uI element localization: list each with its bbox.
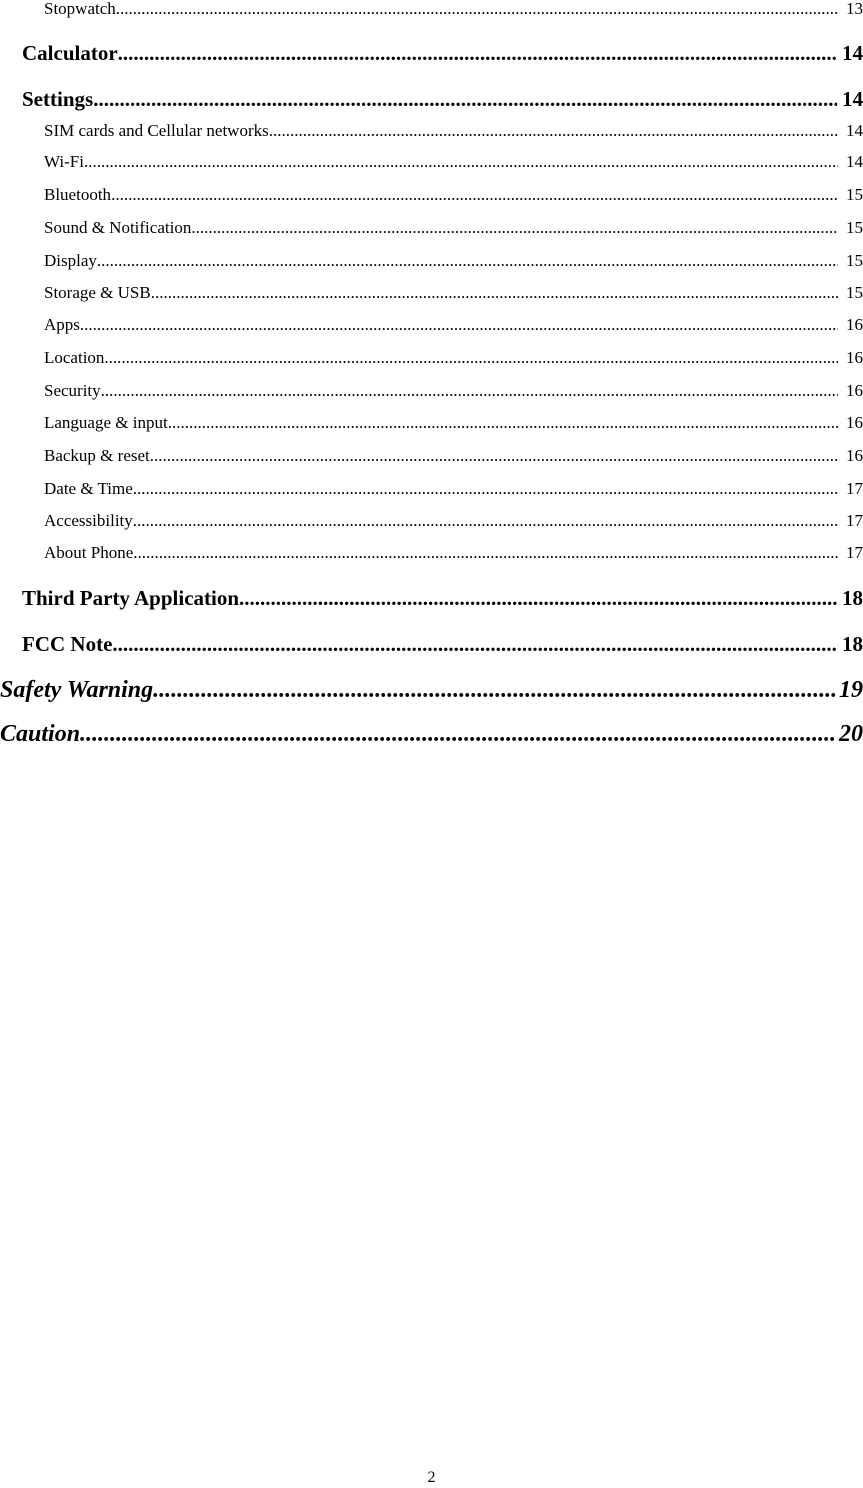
toc-entry-page: 13 <box>846 0 863 18</box>
toc-entry-storage-usb[interactable] <box>44 282 863 304</box>
toc-entry-title: Location <box>44 348 105 367</box>
toc-entry-bluetooth[interactable] <box>44 184 863 206</box>
toc-entry-title: Date & Time <box>44 479 133 498</box>
toc-entry-title: Safety Warning <box>0 677 154 703</box>
toc-entry-page: 16 <box>846 348 863 367</box>
dot-leader <box>116 0 838 20</box>
toc-entry-page: 17 <box>846 479 863 498</box>
toc-entry-title: Calculator <box>22 41 118 65</box>
dot-leader <box>153 675 836 705</box>
toc-entry-apps[interactable] <box>44 314 863 336</box>
toc-entry-page: 20 <box>839 721 863 747</box>
dot-leader <box>133 510 838 532</box>
dot-leader <box>93 86 837 112</box>
dot-leader <box>101 380 838 402</box>
toc-entry-location[interactable] <box>44 347 863 369</box>
dot-leader <box>80 719 836 749</box>
toc-entry-title: Bluetooth <box>44 185 112 204</box>
toc-entry-caution[interactable] <box>0 719 863 749</box>
dot-leader <box>168 412 838 434</box>
toc-entry-sim-cards[interactable] <box>44 120 863 142</box>
toc-entry-page: 16 <box>846 413 863 432</box>
toc-entry-title: Caution <box>0 721 81 747</box>
toc-entry-accessibility[interactable] <box>44 510 863 532</box>
toc-entry-page: 17 <box>846 543 863 562</box>
toc-entry-page: 17 <box>846 511 863 530</box>
toc-entry-title: Wi-Fi <box>44 152 84 171</box>
toc-entry-about-phone[interactable] <box>44 542 863 564</box>
dot-leader <box>111 184 838 206</box>
toc-entry-display[interactable] <box>44 250 863 272</box>
toc-entry-page: 15 <box>846 218 863 237</box>
dot-leader <box>84 151 838 173</box>
toc-entry-page: 19 <box>839 677 863 703</box>
toc-entry-title: About Phone <box>44 543 134 562</box>
toc-entry-title: Storage & USB <box>44 283 151 302</box>
dot-leader <box>112 631 837 657</box>
toc-entry-security[interactable] <box>44 380 863 402</box>
toc-entry-title: SIM cards and Cellular networks <box>44 121 269 140</box>
toc-entry-settings[interactable] <box>22 86 863 112</box>
dot-leader <box>239 585 837 611</box>
toc-entry-sound-notification[interactable] <box>44 217 863 239</box>
toc-entry-title: Language & input <box>44 413 168 432</box>
toc-entry-page: 16 <box>846 315 863 334</box>
toc-entry-page: 14 <box>842 87 863 111</box>
toc-entry-title: Stopwatch <box>44 0 116 18</box>
toc-entry-title: Apps <box>44 315 80 334</box>
dot-leader <box>97 250 838 272</box>
toc-entry-backup-reset[interactable] <box>44 445 863 467</box>
toc-entry-title: Settings <box>22 87 94 111</box>
toc-entry-calculator[interactable] <box>22 40 863 66</box>
toc-entry-page: 18 <box>842 632 863 656</box>
toc-entry-title: Display <box>44 251 97 270</box>
toc-entry-wifi[interactable] <box>44 151 863 173</box>
dot-leader <box>269 120 838 142</box>
toc-entry-page: 15 <box>846 251 863 270</box>
toc-entry-third-party-application[interactable] <box>22 585 863 611</box>
toc-entry-safety-warning[interactable] <box>0 675 863 705</box>
toc-entry-title: Sound & Notification <box>44 218 192 237</box>
toc-entry-fcc-note[interactable] <box>22 631 863 657</box>
toc-entry-title: Accessibility <box>44 511 133 530</box>
toc-entry-date-time[interactable] <box>44 478 863 500</box>
dot-leader <box>133 478 838 500</box>
toc-entry-page: 18 <box>842 586 863 610</box>
toc-entry-title: FCC Note <box>22 632 113 656</box>
dot-leader <box>150 445 838 467</box>
toc-entry-page: 16 <box>846 381 863 400</box>
dot-leader <box>118 40 837 66</box>
toc-entry-page: 14 <box>846 121 863 140</box>
toc-entry-stopwatch[interactable] <box>44 0 863 20</box>
page-number: 2 <box>427 1469 436 1486</box>
toc-entry-page: 15 <box>846 185 863 204</box>
dot-leader <box>80 314 838 336</box>
toc-entry-title: Third Party Application <box>22 586 240 610</box>
toc-entry-page: 14 <box>842 41 863 65</box>
toc-entry-page: 14 <box>846 152 863 171</box>
dot-leader <box>104 347 838 369</box>
toc-entry-page: 15 <box>846 283 863 302</box>
toc-entry-title: Security <box>44 381 101 400</box>
dot-leader <box>191 217 838 239</box>
toc-entry-language-input[interactable] <box>44 412 863 434</box>
toc-entry-title: Backup & reset <box>44 446 150 465</box>
toc-entry-page: 16 <box>846 446 863 465</box>
dot-leader <box>151 282 838 304</box>
dot-leader <box>133 542 838 564</box>
